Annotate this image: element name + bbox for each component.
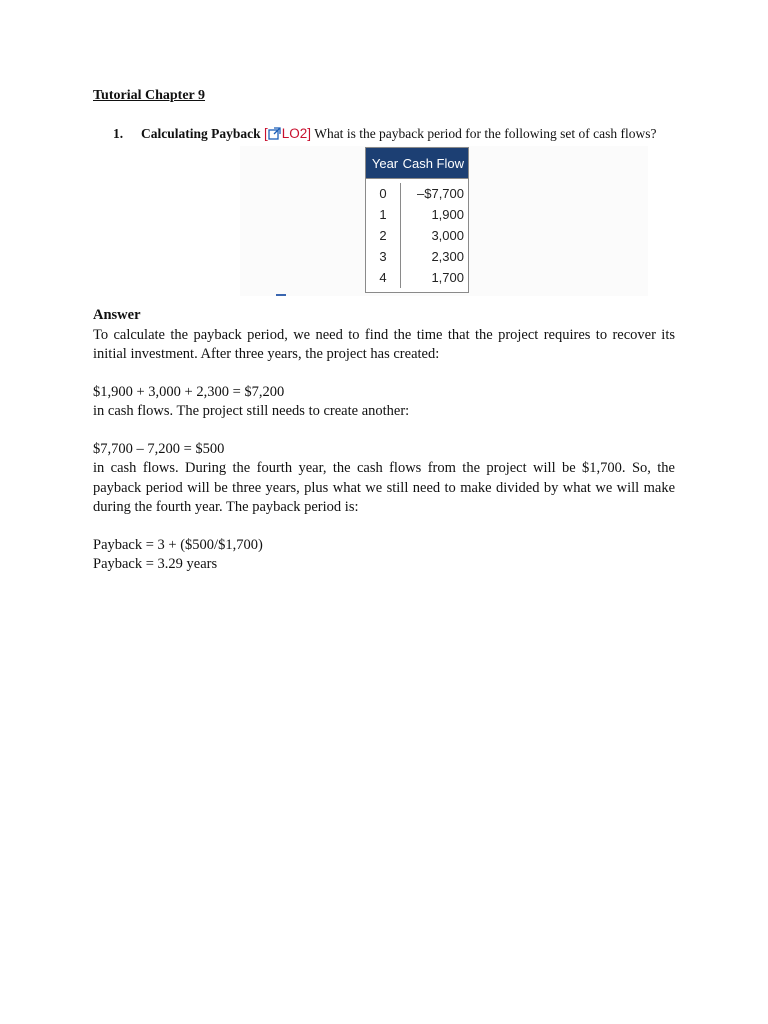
table-row: [366, 204, 468, 225]
cell-year: 4: [366, 267, 401, 288]
header-cash-flow: Cash Flow: [402, 155, 464, 171]
cell-year: 1: [366, 204, 401, 225]
table-row: [366, 183, 468, 204]
answer-paragraph-3: in cash flows. During the fourth year, the cash flows from the project will be $1,700. So, the payback period will be three years, plus what we still need to make divided by what we will make during the fourth year. The payback period is:: [93, 460, 675, 515]
decorative-dash: [276, 294, 286, 296]
table-row: [366, 246, 468, 267]
equation-1: $1,900 + 3,000 + 2,300 = $7,200: [93, 383, 285, 400]
answer-paragraph-1: To calculate the payback period, we need to find the time that the project requires to recover its initial investment. After three years, the project has created:: [93, 326, 675, 362]
cell-cash-flow: 1,700: [431, 270, 464, 285]
learning-objective-link[interactable]: LO2]: [281, 126, 312, 141]
equation-3: Payback = 3 + ($500/$1,700): [93, 536, 263, 553]
answer-paragraph-2: in cash flows. The project still needs to create another:: [93, 403, 410, 419]
question-title: Calculating Payback: [141, 126, 261, 141]
question-line: [113, 126, 656, 144]
question-number: 1.: [113, 126, 124, 141]
cell-year: 0: [366, 183, 401, 204]
cell-cash-flow: 2,300: [431, 249, 464, 264]
equation-2: $7,700 – 7,200 = $500: [93, 440, 225, 457]
table-header: [366, 148, 468, 178]
cash-flow-table: [365, 147, 469, 293]
equation-4: Payback = 3.29 years: [93, 556, 218, 572]
page-title: Tutorial Chapter 9: [93, 88, 206, 103]
table-row: [366, 267, 468, 288]
question-text: What is the payback period for the following set of cash flows?: [314, 126, 657, 141]
table-body: [366, 178, 468, 292]
answer-heading: Answer: [93, 307, 141, 323]
answer-block: [93, 306, 675, 575]
header-year: Year: [371, 155, 399, 171]
cell-cash-flow: –$7,700: [417, 186, 464, 201]
cell-cash-flow: 1,900: [431, 207, 464, 222]
bracket-open: [: [264, 126, 268, 141]
cell-year: 2: [366, 225, 401, 246]
cell-cash-flow: 3,000: [431, 228, 464, 243]
external-link-icon[interactable]: [268, 127, 281, 144]
cell-year: 3: [366, 246, 401, 267]
table-row: [366, 225, 468, 246]
